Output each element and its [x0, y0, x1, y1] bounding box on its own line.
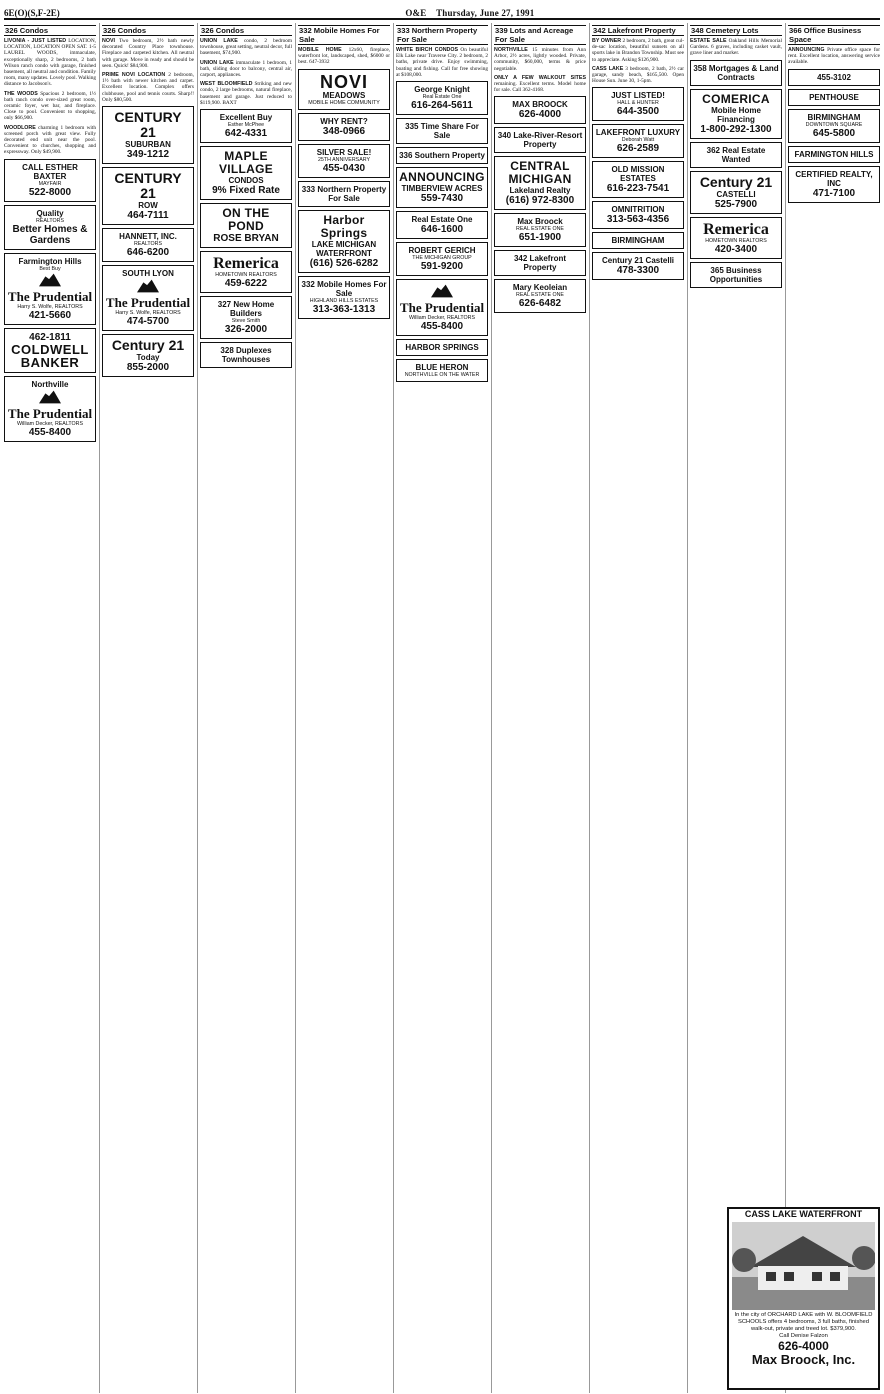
brand-logo: Century 21 — [699, 173, 773, 190]
classified-ad — [690, 38, 782, 57]
ad-headline: Max Broock — [517, 217, 563, 227]
display-ad-plain — [396, 359, 488, 382]
column-9 — [785, 23, 880, 1393]
classified-ad — [200, 38, 292, 57]
phone-number: 616-264-5611 — [411, 100, 473, 112]
display-ad-plain — [102, 228, 194, 262]
brand-subtitle: Today — [136, 353, 160, 363]
ad-headline: MOBILE HOME — [298, 47, 342, 53]
phone-number: 1-800-292-1300 — [700, 123, 772, 135]
column-1 — [4, 23, 96, 1393]
phone-number: 459-6222 — [224, 278, 268, 290]
classified-ad — [102, 38, 194, 69]
brand-logo: COLDWELL — [11, 341, 89, 357]
brand-logo-line2: BANKER — [20, 354, 80, 370]
masthead — [4, 4, 880, 20]
ad-text: On beautiful Elk Lake near Traverse City. 2 bedroom, 2 baths, private drive. Enjoy swimming, boating and fishing. Call for free showing at $108,000. — [396, 47, 488, 78]
brand-logo: NOVI — [319, 71, 368, 92]
phone-number: 616-223-7541 — [606, 183, 670, 195]
ad-text: 3 bedroom, 2 bath, 2½ car garage, sandy beach, $165,500. Open House Sun. June 30, 1-5pm. — [592, 65, 684, 85]
issue-date: Thursday, June 27, 1991 — [436, 8, 535, 18]
phone-number: 462-1811 — [29, 331, 71, 343]
display-ad-plain — [298, 113, 390, 141]
ad-subhead: Best Buy — [39, 265, 61, 272]
phone-number: 455-0430 — [322, 162, 366, 174]
ad-headline: WHITE BIRCH CONDOS — [396, 47, 459, 53]
house-photo-icon — [732, 1222, 875, 1310]
display-ad-plain — [200, 109, 292, 143]
ad-subhead: Real Estate One — [422, 94, 462, 101]
classified-ad — [4, 38, 96, 88]
ad-headline: 332 Mobile Homes For Sale — [301, 279, 387, 298]
phone-number: 313-563-4356 — [606, 214, 670, 226]
ad-text: Spacious 2 bedroom, 1½ bath ranch condo over-sized great room, ceramic foyer, wet bar, and fireplace. Close to pool. Convenient to shopping, only $66,900. — [4, 90, 96, 122]
display-ad-broker — [4, 159, 96, 202]
ad-headline: WHY RENT? — [320, 116, 368, 126]
phone-number: 644-3500 — [616, 106, 660, 118]
ad-subhead: HIGHLAND HILLS ESTATES — [309, 297, 379, 304]
display-ad-announce — [396, 167, 488, 208]
phone-number: 646-1600 — [420, 224, 464, 236]
phone-number: 9% Fixed Rate — [212, 185, 280, 197]
ad-company: Max Broock, Inc. — [751, 1352, 856, 1367]
phone-number: 313-363-1313 — [312, 303, 376, 315]
ad-headline: Real Estate One — [411, 215, 473, 225]
ad-headline: 358 Mortgages & Land Contracts — [693, 63, 779, 82]
ad-subhead: REALTORS — [35, 217, 65, 224]
phone-number: 525-7900 — [714, 198, 758, 210]
agent-name: William Decker, REALTORS — [16, 421, 84, 428]
phone-number: (616) 526-6282 — [309, 257, 379, 269]
classified-ad — [298, 47, 390, 66]
section-date — [405, 8, 534, 18]
brand-logo: The Prudential — [7, 288, 93, 304]
ad-headline: 336 Southern Property — [399, 151, 485, 161]
display-ad-plain — [494, 279, 586, 313]
display-ad-c21 — [102, 167, 194, 225]
phone-number: 421-5660 — [28, 309, 72, 321]
classified-ad — [494, 47, 586, 72]
ad-subhead: REAL ESTATE ONE — [516, 292, 564, 299]
display-ad-plain — [396, 118, 488, 144]
ad-headline: 340 Lake-River-Resort Property — [497, 131, 583, 150]
ad-headline: 365 Business Opportunities — [709, 265, 763, 284]
classified-ad — [200, 81, 292, 106]
ad-subhead: Mobile Home Financing — [711, 105, 761, 124]
cass-lake-waterfront-ad — [727, 1207, 880, 1390]
display-ad-plain — [494, 96, 586, 124]
agent-name: Harry S. Wolfe, REALTORS — [115, 310, 181, 317]
rock-logo-icon — [431, 284, 453, 298]
brand-logo: Remerica — [703, 220, 769, 238]
classified-ad — [592, 66, 684, 85]
ad-headline: NOVI — [102, 38, 115, 44]
phone-number: 348-0966 — [322, 125, 366, 137]
ad-headline: 335 Time Share For Sale — [405, 122, 479, 141]
phone-number: 855-2000 — [126, 362, 170, 374]
rock-logo-icon — [39, 390, 61, 404]
ad-headline: UNION LAKE — [200, 38, 238, 44]
display-ad-c21 — [102, 334, 194, 377]
ad-headline: MAX BROOCK — [512, 100, 568, 110]
display-ad-broker — [4, 205, 96, 250]
ad-headline: HANNETT, INC. — [119, 232, 177, 242]
rock-logo-icon — [39, 273, 61, 287]
ad-text: immaculate 1 bedroom, 1 bath, sliding door to balcony, central air, carport, appliances. — [200, 59, 292, 79]
phone-number: 651-1900 — [518, 232, 562, 244]
ad-headline: ONLY A FEW WALKOUT SITES — [494, 74, 586, 81]
display-ad-plain — [298, 276, 390, 319]
ad-headline: UNION LAKE — [200, 59, 234, 66]
house-photo — [732, 1222, 875, 1310]
section-heading: 333 Northern Property For Sale — [396, 25, 488, 45]
display-ad-c21 — [102, 106, 194, 164]
ad-headline: 333 Northern Property For Sale — [301, 184, 387, 203]
ad-headline: BY OWNER — [592, 38, 622, 44]
phone-number: ROSE BRYAN — [213, 233, 279, 245]
display-ad-pond — [200, 203, 292, 248]
display-ad-plain — [396, 147, 488, 164]
ad-headline: WOODLORE — [4, 124, 36, 131]
classified-ad — [200, 60, 292, 79]
brand-subtitle: HOMETOWN REALTORS — [215, 272, 277, 279]
display-ad-prudential — [396, 279, 488, 336]
display-ad-prudential — [4, 253, 96, 325]
ad-text: condo, 2 bedroom townhouse, great setting, neutral decor, full basement, $74,900. — [200, 38, 292, 57]
ad-subhead: 25TH ANNIVERSARY — [317, 156, 370, 163]
agent-name: William Decker, REALTORS — [408, 315, 476, 322]
display-ad-plain — [690, 142, 782, 168]
section-heading: 326 Condos — [200, 25, 292, 36]
ad-text: 2 bedroom, 2 bath, great cul-de-sac location, beautiful sunsets on all sports lake in Brandon Township. Must see to appreciate. Asking $126,900. — [592, 38, 684, 63]
display-ad-remerica — [200, 251, 292, 293]
phone-number: 326-2000 — [224, 324, 268, 336]
ad-headline: ROBERT GERICH — [408, 246, 476, 256]
ad-text: charming 1 bedroom with screened porch with great view. Fully decorated end unit near the pool. Convenient to churches, shopping and expressway. Only $49,900. — [4, 124, 96, 156]
display-ad-plain — [396, 211, 488, 239]
display-ad-plain — [788, 166, 880, 203]
ad-subhead: THE MICHIGAN GROUP — [412, 255, 472, 262]
section-name: O&E — [405, 8, 427, 18]
ad-headline: CASS LAKE — [592, 65, 624, 72]
classified-ad — [788, 47, 880, 66]
display-ad-plain — [298, 144, 390, 178]
ad-headline: 328 Duplexes Townhouses — [220, 346, 272, 365]
ad-contact: Call Denise Falzon — [779, 1333, 828, 1339]
display-ad-c21 — [690, 171, 782, 214]
ad-headline: SILVER SALE! — [316, 147, 372, 157]
ad-headline: ANNOUNCING — [788, 47, 825, 53]
phone-number: 626-4000 — [518, 109, 562, 121]
phone-number: 642-4331 — [224, 128, 268, 140]
section-heading: 326 Condos — [4, 25, 96, 36]
phone-number: 645-5800 — [812, 127, 856, 139]
ad-headline: OMNITRITION — [611, 205, 665, 215]
display-ad-plain — [592, 201, 684, 229]
ad-headline: ESTATE SALE — [690, 38, 727, 44]
section-heading: 339 Lots and Acreage For Sale — [494, 25, 586, 45]
display-ad-plain — [592, 87, 684, 121]
brand-logo: CENTURY 21 — [114, 109, 182, 141]
ad-headline: Excellent Buy — [219, 113, 273, 123]
ad-headline: LIVONIA - JUST LISTED — [4, 38, 67, 44]
display-ad-plain — [494, 127, 586, 153]
display-ad-coldwell — [4, 328, 96, 373]
brand-tagline: MOBILE HOME COMMUNITY — [308, 99, 380, 106]
ad-subhead: HALL & HUNTER — [617, 100, 659, 107]
display-ad-prudential — [4, 376, 96, 442]
ad-headline: Quality — [36, 208, 64, 218]
ad-title: CASS LAKE WATERFRONT — [744, 1209, 863, 1219]
columns — [4, 23, 880, 1393]
brand-subtitle: SUBURBAN — [125, 140, 171, 150]
classified-ad — [396, 47, 488, 78]
ad-headline: BIRMINGHAM — [611, 236, 665, 246]
ad-subhead: CONDOS — [228, 176, 264, 186]
brand-logo: CENTURY 21 — [114, 170, 182, 202]
display-ad-plain — [592, 161, 684, 198]
phone-number: 646-6200 — [126, 247, 170, 259]
ad-headline: Century 21 Castelli — [601, 256, 675, 266]
ad-headline: 327 New Home Builders — [217, 300, 275, 319]
ad-headline: THE WOODS — [4, 90, 38, 97]
ad-headline: Mary Keoleian — [512, 283, 568, 293]
ad-headline: LAKEFRONT LUXURY — [595, 128, 681, 138]
phone-number: 420-3400 — [714, 243, 758, 255]
rock-logo-icon — [137, 279, 159, 293]
ad-headline: CERTIFIED REALTY, INC — [795, 169, 873, 188]
brand-logo: Century 21 — [111, 337, 185, 354]
display-ad-plain — [592, 124, 684, 158]
column-3 — [197, 23, 292, 1393]
ad-headline: ANNOUNCING — [399, 170, 485, 185]
column-8 — [687, 23, 782, 1393]
ad-headline: OLD MISSION ESTATES — [611, 165, 665, 184]
phone-number: 626-6482 — [518, 298, 562, 310]
display-ad-plain — [788, 109, 880, 143]
phone-number: (616) 972-8300 — [505, 195, 575, 207]
phone-number: 464-7111 — [127, 210, 169, 222]
phone-number: 478-3300 — [616, 265, 660, 277]
ad-subhead: LAKE MICHIGAN WATERFRONT — [311, 239, 377, 258]
ad-subhead: NORTHVILLE ON THE WATER — [404, 372, 480, 379]
brand-logo: Remerica — [213, 255, 279, 273]
phone-number: 455-8400 — [28, 427, 72, 439]
display-ad-plain — [200, 342, 292, 368]
ad-subhead: Deborah Watt — [621, 137, 655, 144]
display-ad-plain — [494, 213, 586, 247]
brand-logo: The Prudential — [7, 406, 93, 422]
display-ad-plain — [396, 339, 488, 356]
section-heading: 348 Cemetery Lots — [690, 25, 782, 36]
ad-headline: SOUTH LYON — [122, 269, 174, 279]
ad-subhead: TIMBERVIEW ACRES — [401, 184, 483, 194]
phone-number: 349-1212 — [126, 149, 170, 161]
ad-text: Private office space for rent. Excellent location, answering service available. — [788, 47, 880, 66]
ad-headline: JUST LISTED! — [611, 91, 665, 101]
ad-subhead: Esther McPhee — [227, 122, 265, 129]
display-ad-plain — [788, 146, 880, 163]
phone-number: Better Homes & Gardens — [12, 223, 88, 246]
brand-subtitle: MEADOWS — [322, 90, 366, 100]
display-ad-remerica — [690, 217, 782, 259]
section-heading: 342 Lakefront Property — [592, 25, 684, 36]
page-id: 6E(O)(S,F-2E) — [4, 8, 60, 18]
brand-logo: The Prudential — [399, 300, 485, 316]
brand-subtitle: HOMETOWN REALTORS — [705, 237, 767, 244]
ad-subhead: REALTORS — [133, 241, 163, 248]
section-heading: 326 Condos — [102, 25, 194, 36]
phone-number: 455-8400 — [420, 321, 464, 333]
ad-text: 12x60, fireplace, waterfront lot, landscaped, shed, $6000 or best. 647-3932 — [298, 47, 390, 66]
brand-subtitle: ROW — [138, 201, 158, 211]
section-heading: 332 Mobile Homes For Sale — [298, 25, 390, 45]
display-ad-plain — [592, 232, 684, 249]
display-ad-prudential — [102, 265, 194, 331]
agent-name: Harry S. Wolfe, REALTORS — [17, 303, 83, 310]
ad-subhead: MAYFAIR — [38, 180, 62, 187]
ad-headline: Farmington Hills — [18, 256, 82, 266]
column-5 — [393, 23, 488, 1393]
phone-number: 626-2589 — [616, 143, 660, 155]
display-ad-plain — [494, 250, 586, 276]
brand-subtitle: CASTELLI — [716, 189, 756, 199]
ad-headline: BLUE HERON — [415, 363, 469, 373]
classified-ad — [4, 125, 96, 156]
ad-headline: 455-3102 — [817, 72, 851, 82]
display-ad-plain — [298, 181, 390, 207]
section-heading: 366 Office Business Space — [788, 25, 880, 45]
ad-headline: Northville — [31, 379, 69, 389]
phone-number: 474-5700 — [126, 316, 170, 328]
ad-subhead: Lakeland Realty — [509, 186, 571, 196]
display-ad-maple — [200, 146, 292, 200]
column-6 — [491, 23, 586, 1393]
classified-ad — [4, 91, 96, 122]
ad-headline: BIRMINGHAM — [807, 112, 861, 122]
ad-headline: PENTHOUSE — [809, 92, 859, 102]
display-ad-plain — [592, 252, 684, 280]
ad-subhead: DOWNTOWN SQUARE — [805, 121, 863, 128]
ad-text: 15 minutes from Ann Arbor, 2½ acres, lightly wooded. Private, community, $60,000, terms & price negotiable. — [494, 47, 586, 72]
ad-headline: George Knight — [414, 85, 470, 95]
display-ad-plain — [788, 69, 880, 86]
classified-ad — [102, 72, 194, 103]
display-ad-comerica — [690, 89, 782, 139]
ad-body: In the city of ORCHARD LAKE with W. BLOOMFIELD SCHOOLS offers 4 bedrooms, 3 full baths, finished walk-out, private and treed lot. $379,900. — [734, 1312, 873, 1332]
ad-headline: NORTHVILLE — [494, 47, 528, 53]
ad-headline: ON THE POND — [222, 206, 270, 234]
ad-headline: 342 Lakefront Property — [513, 254, 567, 273]
display-ad-central — [494, 156, 586, 210]
display-ad-plain — [690, 60, 782, 86]
ad-text: remaining. Excellent terms. Model home for sale. Call 362-4168. — [494, 81, 586, 94]
ad-subhead: Steve Smith — [231, 318, 261, 325]
phone-number: 471-7100 — [812, 187, 856, 199]
display-ad-plain — [396, 242, 488, 276]
display-ad-plain — [690, 262, 782, 288]
ad-headline: COMERICA — [702, 91, 770, 106]
classified-ad — [494, 75, 586, 94]
ad-headline: 362 Real Estate Wanted — [706, 145, 766, 164]
ad-headline: PRIME NOVI LOCATION — [102, 72, 166, 79]
phone-number: 591-9200 — [420, 261, 464, 273]
ad-headline: Harbor Springs — [320, 212, 368, 240]
display-ad-plain — [396, 81, 488, 115]
ad-text: Two bedroom, 2½ bath newly decorated Country Place townhouse. Fireplace and carpeted kitchen. All neutral with garage. Move in ready and should be seen. Quick! $84,900. — [102, 38, 194, 69]
column-7 — [589, 23, 684, 1393]
ad-headline: CENTRAL MICHIGAN — [508, 159, 572, 187]
ad-headline: MAPLE VILLAGE — [218, 149, 274, 177]
ad-headline: WEST BLOOMFIELD — [200, 81, 253, 88]
display-ad-plain — [788, 89, 880, 106]
ad-headline: FARMINGTON HILLS — [794, 149, 874, 159]
ad-text: LOCATION, LOCATION, LOCATION OPEN SAT. 1-5 LAUREL WOODS, immaculate, exceptionally sharp, 2 bedrooms, 2 bath Wilson ranch condo with garage, finished basement, all neutral and condition. Family room, many updates. Lovely pool. Walking distance to Jacobson's. — [4, 38, 96, 88]
display-ad-plain — [200, 296, 292, 339]
brand-logo: The Prudential — [105, 295, 191, 311]
display-ad-novi — [298, 69, 390, 110]
ad-phone: 626-4000 — [778, 1339, 829, 1353]
ad-subhead: REAL ESTATE ONE — [516, 226, 564, 233]
ad-text: Oakland Hills Memorial Gardens. 6 graves, including casket vault, grave liner and marker. — [690, 38, 782, 57]
column-4 — [295, 23, 390, 1393]
ad-text: Striking and new condo, 2 large bedrooms, natural fireplace, basement and garage. Just reduced to $119,900. BAXT — [200, 81, 292, 106]
column-2 — [99, 23, 194, 1393]
ad-headline: CALL ESTHER BAXTER — [22, 162, 78, 181]
ad-text: 2 bedroom, 1½ bath with newer kitchen and carpet. Excellent location. Complex offers clubhouse, pool and tennis courts. Sharp!! Only $80,500. — [102, 72, 194, 103]
classified-ad — [592, 38, 684, 63]
display-ad-harbor — [298, 210, 390, 273]
phone-number: 522-8000 — [28, 186, 72, 198]
phone-number: 559-7430 — [420, 193, 464, 205]
ad-headline: HARBOR SPRINGS — [405, 343, 479, 353]
